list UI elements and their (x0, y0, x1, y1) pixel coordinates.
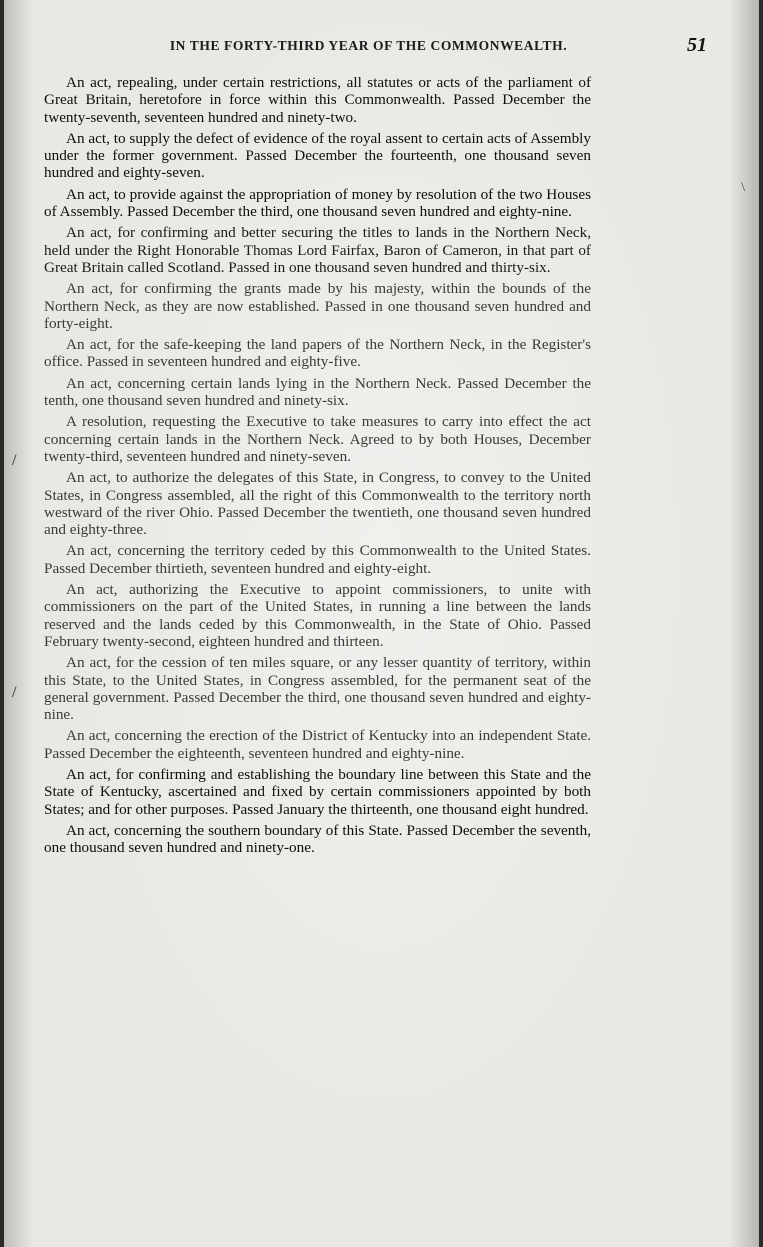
edge-mark: \ (741, 180, 745, 195)
act-entry: An act, repealing, under certain restrictions, all statutes or acts of the parliament of Great Britain, heretofore in force within this Commonwealth. Passed December the twenty-seventh, seventeen hundred and ninety-two. (44, 74, 591, 126)
running-header: IN THE FORTY-THIRD YEAR OF THE COMMONWEALTH. (169, 38, 568, 53)
act-entry: An act, concerning the territory ceded by this Commonwealth to the United States. Passed December thirtieth, seventeen hundred and eighty-eight. (44, 542, 591, 577)
act-entry: An act, for confirming and establishing the boundary line between this State and the State of Kentucky, ascertained and fixed by certain commissioners appointed by both States; and for other purposes. Passed January the thirteenth, one thousand eight hundred. (44, 765, 591, 818)
margin-mark: / (12, 452, 17, 469)
act-entry: An act, to provide against the appropriation of money by resolution of the two Houses of Assembly. Passed December the third, one thousand seven hundred and eighty-nine. (44, 185, 591, 221)
margin-mark: / (12, 684, 17, 701)
act-entry: An act, for confirming the grants made by his majesty, within the bounds of the Northern Neck, as they are now established. Passed in one thousand seven hundred and forty-eight. (44, 280, 591, 332)
act-entry: An act, for the safe-keeping the land papers of the Northern Neck, in the Register's office. Passed in seventeen hundred and eighty-five. (44, 336, 591, 371)
resolution-entry: A resolution, requesting the Executive to take measures to carry into effect the act concerning certain lands in the Northern Neck. Agreed to by both Houses, December twenty-third, seventeen hundred and ninety-seven. (44, 413, 591, 465)
act-entry: An act, to authorize the delegates of this State, in Congress, to convey to the United States, in Congress assembled, all the right of this Commonwealth to the territory north westward of the river Ohio. Passed December the twentieth, one thousand seven hundred and eighty-three. (44, 469, 591, 539)
act-entry: An act, to supply the defect of evidence of the royal assent to certain acts of Assembly under the former government. Passed December the fourteenth, one thousand seven hundred and eighty-seven. (44, 129, 591, 182)
act-entry: An act, for the cession of ten miles square, or any lesser quantity of territory, within this State, to the United States, in Congress assembled, for the permanent seat of the general government. Passed December the third, one thousand seven hundred and eighty-nine. (44, 654, 591, 724)
act-entry: An act, authorizing the Executive to appoint commissioners, to unite with commissioners on the part of the United States, in running a line between the lands reserved and the lands ceded by this Commonwealth, in the State of Ohio. Passed February twenty-second, eighteen hundred and thirteen. (44, 581, 591, 650)
act-entry: An act, concerning the erection of the District of Kentucky into an independent State. Passed December the eighteenth, seventeen hundred and eighty-nine. (44, 727, 591, 762)
document-page (4, 0, 759, 1247)
page-number: 51 (687, 34, 707, 56)
act-entry: An act, concerning the southern boundary of this State. Passed December the seventh, one thousand seven hundred and ninety-one. (44, 821, 591, 857)
document-body (44, 74, 591, 860)
act-entry: An act, concerning certain lands lying in the Northern Neck. Passed December the tenth, one thousand seven hundred and ninety-six. (44, 374, 591, 410)
act-entry: An act, for confirming and better securing the titles to lands in the Northern Neck, held under the Right Honorable Thomas Lord Fairfax, Baron of Cameron, in that part of Great Britain called Scotland. Passed in one thousand seven hundred and thirty-six. (44, 224, 591, 276)
